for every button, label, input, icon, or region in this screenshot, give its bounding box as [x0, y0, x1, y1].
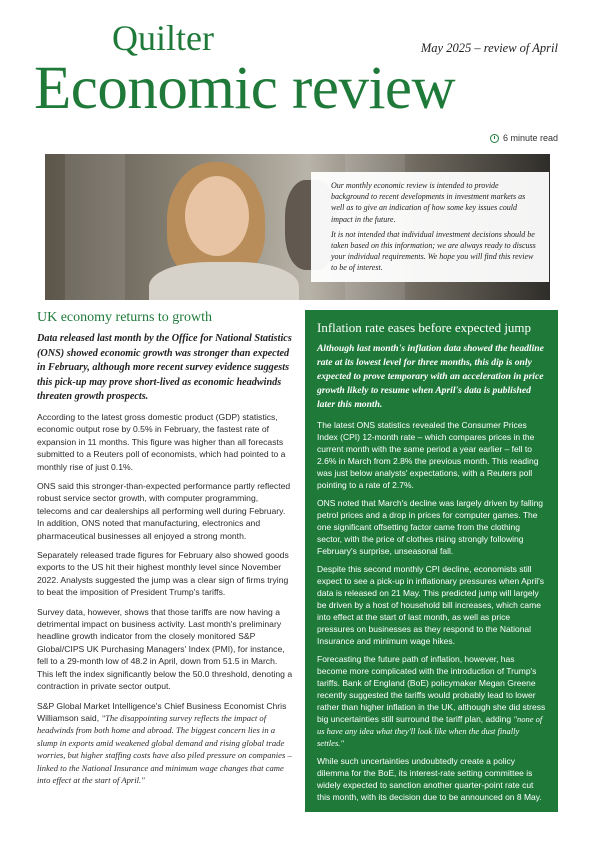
left-paragraph: According to the latest gross domestic product (GDP) statistics, economic output rose by 0.5% in February, the fastest rate of expansion in 11 months. This figure was higher than all forecasts submitted to a Reuters poll of economists, which had pointed to a monthly rise of just 0.1%. — [37, 411, 286, 472]
quote-text: "The disappointing survey reflects the impact of headwinds from both home and abroad. The biggest concern lies in a slump in exports amid weakened global demand and rising global trade worries, but higher staffing costs have also piled pressure on companies – linked to the National Insurance and minimum wage changes that came into effect at the start of April." — [37, 712, 292, 785]
left-paragraph: ONS said this stronger-than-expected performance partly reflected robust service sector growth, with computer programming, telecoms and car dealerships all performing well during February. In addition, ONS noted that manufacturing, electronics and pharmaceutical businesses all enjoyed a strong month. — [37, 481, 291, 541]
page-title: Economic review — [34, 55, 456, 122]
left-paragraph — [37, 700, 293, 787]
issue-date: May 2025 – review of April — [420, 41, 558, 55]
read-time — [490, 133, 558, 143]
left-heading: UK economy returns to growth — [37, 310, 212, 325]
read-time-label: 6 minute read — [502, 133, 558, 143]
right-heading: Inflation rate eases before expected jump — [317, 320, 532, 335]
brand-logo: Quilter — [112, 18, 214, 58]
left-article — [37, 310, 293, 793]
forecast-text: Forecasting the future path of inflation, however, has become more complicated with the introduction of Trump's tariffs. Bank of England (BoE) policymaker Megan Greene recently suggested the tariffs would probably lead to lower rather than higher inflation in the UK, although she did stress big uncertainties still surround the tariff plan, adding — [317, 654, 546, 724]
hero-person-face — [185, 176, 249, 256]
right-lede: Although last month's inflation data showed the headline rate at its lowest level for three months, this dip is only expected to prove temporary with an acceleration in price growth likely to resume when April's data is published later this month. — [317, 343, 544, 410]
right-paragraph: While such uncertainties undoubtedly create a policy dilemma for the BoE, its interest-rate setting committee is widely expected to sanction another quarter-point rate cut this month, with its decision due to be announced on 8 May. — [317, 756, 542, 802]
right-paragraph: The latest ONS statistics revealed the Consumer Prices Index (CPI) 12-month rate – which compares prices in the current month with the same period a year earlier – fell to 2.6% in March from 2.8% the previous month. This reading was just below analysts' expectations, with a Reuters poll pointing to a rate of 2.7%. — [317, 420, 539, 490]
hero-person-body — [149, 262, 299, 300]
intro-paragraph: Our monthly economic review is intended to provide background to recent developments in investment markets as well as to give an indication of how some key issues could impact in the future. — [331, 181, 526, 224]
left-lede: Data released last month by the Office for National Statistics (ONS) showed economic growth was stronger than expected in February, although more recent survey evidence suggests this pick-up may prove short-lived as economic headwinds threaten growth prospects. — [37, 333, 292, 403]
intro-box — [311, 172, 549, 282]
right-paragraph — [317, 653, 546, 749]
left-paragraph: Survey data, however, shows that those tariffs are now having a detrimental impact on business activity. Last month's preliminary headline growth indicator from the closely monitored S&P Global/CIPS UK Purchasing Managers' Index (PMI), for instance, fell to a 29-month low of 48.2 in April, down from 51.5 in March. This left the index significantly below the 50.0 threshold, denoting a contraction in private sector output. — [37, 606, 293, 692]
right-paragraph: ONS noted that March's decline was largely driven by falling petrol prices and a drop in prices for computer games. The one significant offsetting factor came from the clothing sector, with the price of clothes rising strongly following February's surprise, unseasonal fall. — [317, 498, 544, 556]
hero-window — [65, 154, 125, 300]
quote-text: "none of us have any idea what they'll look like when the dust finally settles." — [317, 714, 543, 748]
intro-paragraph: It is not intended that individual investment decisions should be taken based on this information; we are always ready to discuss your individual requirements. We hope you will find this review to be of interest. — [331, 229, 536, 273]
quote-intro: S&P Global Market Intelligence's Chief Business Economist Chris Williamson said, — [37, 700, 287, 723]
inflation-box — [305, 310, 558, 812]
right-paragraph: Despite this second monthly CPI decline, economists still expect to see a pick-up in inflationary pressures when April's data is released on 21 May. This predicted jump will largely be driven by a host of household bill increases, which came into effect at the start of last month, as well as price pressures on businesses as they respond to the National Insurance and minimum wage hikes. — [317, 564, 544, 646]
clock-icon — [490, 134, 499, 143]
left-paragraph: Separately released trade figures for February also showed goods exports to the US hit their highest monthly level since November 2022. Analysts suggested the jump was a clear sign of firms trying to beat the imposition of President Trump's tariffs. — [37, 550, 289, 598]
